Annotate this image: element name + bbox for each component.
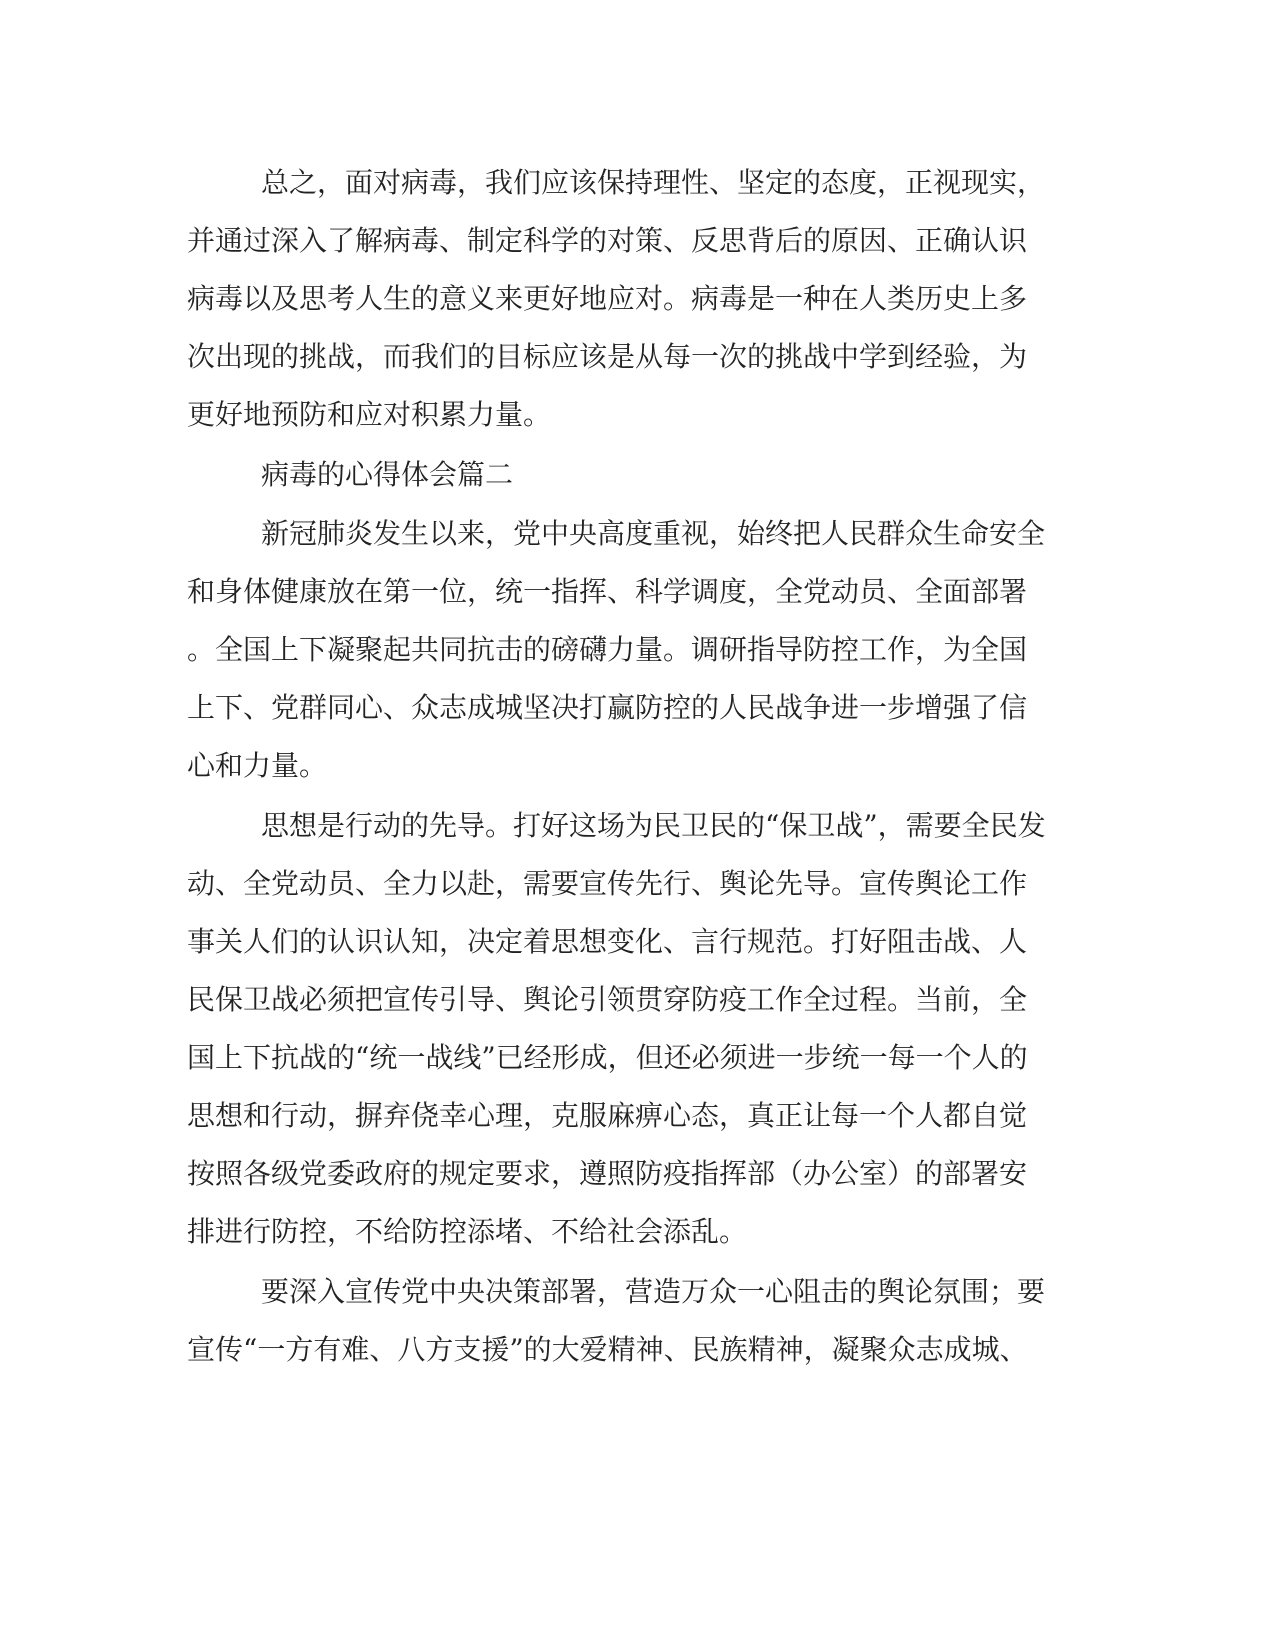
paragraph-conclusion-line: 更好地预防和应对积累力量。 — [187, 398, 552, 431]
paragraph-intro-line: 新冠肺炎发生以来，党中央高度重视，始终把人民群众生命安全 — [261, 517, 1046, 550]
paragraph-publicity-line: 宣传“一方有难、八方支援”的大爱精神、民族精神，凝聚众志成城、 — [187, 1333, 1028, 1366]
paragraph-thought-line: 国上下抗战的“统一战线”已经形成，但还必须进一步统一每一个人的 — [187, 1041, 1028, 1074]
paragraph-thought-line: 按照各级党委政府的规定要求，遵照防疫指挥部（办公室）的部署安 — [187, 1157, 1028, 1190]
paragraph-thought-line: 思想是行动的先导。打好这场为民卫民的“保卫战”，需要全民发 — [261, 809, 1046, 842]
paragraph-intro-line: 和身体健康放在第一位，统一指挥、科学调度，全党动员、全面部署 — [187, 575, 1028, 608]
paragraph-intro-line: 上下、党群同心、众志成城坚决打赢防控的人民战争进一步增强了信 — [187, 691, 1028, 724]
paragraph-conclusion-line: 并通过深入了解病毒、制定科学的对策、反思背后的原因、正确认识 — [187, 224, 1028, 257]
paragraph-thought-line: 思想和行动，摒弃侥幸心理，克服麻痹心态，真正让每一个人都自觉 — [187, 1099, 1028, 1132]
paragraph-intro-line: 。全国上下凝聚起共同抗击的磅礴力量。调研指导防控工作，为全国 — [187, 633, 1028, 666]
paragraph-thought-line: 事关人们的认识认知，决定着思想变化、言行规范。打好阻击战、人 — [187, 925, 1028, 958]
paragraph-conclusion-line: 总之，面对病毒，我们应该保持理性、坚定的态度，正视现实， — [261, 166, 1046, 199]
section-heading: 病毒的心得体会篇二 — [261, 458, 514, 491]
paragraph-thought-line: 民保卫战必须把宣传引导、舆论引领贯穿防疫工作全过程。当前，全 — [187, 983, 1028, 1016]
paragraph-conclusion-line: 病毒以及思考人生的意义来更好地应对。病毒是一种在人类历史上多 — [187, 282, 1028, 315]
paragraph-conclusion-line: 次出现的挑战，而我们的目标应该是从每一次的挑战中学到经验，为 — [187, 340, 1028, 373]
paragraph-intro-line: 心和力量。 — [187, 749, 328, 782]
paragraph-publicity-line: 要深入宣传党中央决策部署，营造万众一心阻击的舆论氛围；要 — [261, 1275, 1046, 1308]
paragraph-thought-line: 排进行防控，不给防控添堵、不给社会添乱。 — [187, 1215, 748, 1248]
paragraph-thought-line: 动、全党动员、全力以赴，需要宣传先行、舆论先导。宣传舆论工作 — [187, 867, 1028, 900]
